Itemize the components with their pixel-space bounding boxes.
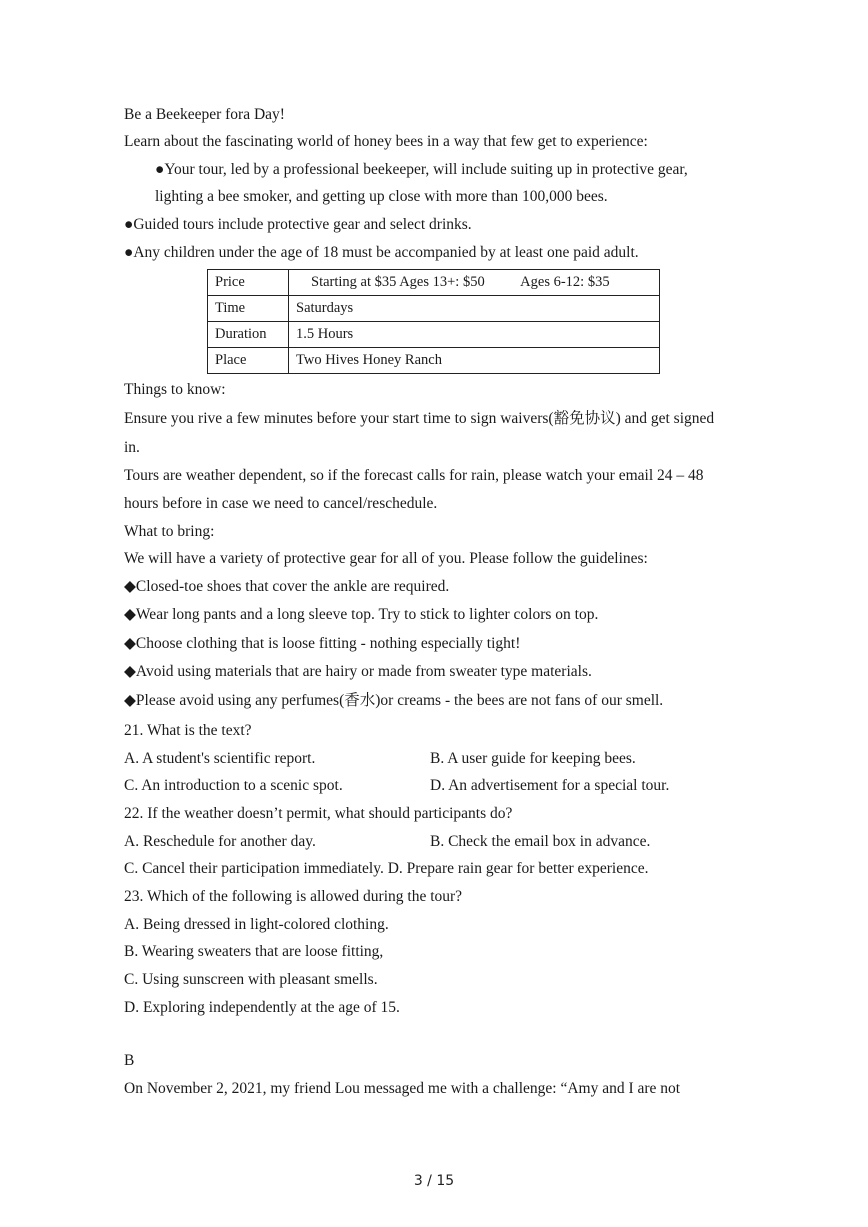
guideline-materials: ◆Avoid using materials that are hairy or made from sweater type materials. xyxy=(124,663,592,680)
bullet-gear: ●Guided tours include protective gear and select drinks. xyxy=(124,216,472,233)
q22-options-row2: C. Cancel their participation immediately. D. Prepare rain gear for better experience. xyxy=(124,860,649,877)
price-value: Starting at $35 Ages 13+: $50 Ages 6-12: $35 xyxy=(289,270,660,296)
passage-title: Be a Beekeeper fora Day! xyxy=(124,106,285,123)
intro-text: Learn about the fascinating world of honey bees in a way that few get to experience: xyxy=(124,133,648,150)
tour-info-table xyxy=(207,269,660,374)
bring-intro: We will have a variety of protective gear for all of you. Please follow the guidelines: xyxy=(124,550,648,567)
q23-question: 23. Which of the following is allowed during the tour? xyxy=(124,888,463,905)
time-value: Saturdays xyxy=(289,296,660,322)
q21-options-row1 xyxy=(124,749,636,769)
guideline-loose: ◆Choose clothing that is loose fitting - nothing especially tight! xyxy=(124,635,521,652)
passage-b-line1: On November 2, 2021, my friend Lou messaged me with a challenge: “Amy and I are not xyxy=(124,1080,681,1097)
table-row xyxy=(208,322,660,348)
bullet-tour-line1: ●Your tour, led by a professional beekeeper, will include suiting up in protective gear, xyxy=(155,161,688,178)
q21-question: 21. What is the text? xyxy=(124,722,252,739)
q22-option-b: B. Check the email box in advance. xyxy=(430,833,651,850)
q22-question: 22. If the weather doesn’t permit, what should participants do? xyxy=(124,805,513,822)
q23-option-d: D. Exploring independently at the age of 15. xyxy=(124,999,400,1016)
table-row xyxy=(208,296,660,322)
place-label: Place xyxy=(208,348,289,374)
q21-options-row2 xyxy=(124,776,670,796)
section-b-heading: B xyxy=(124,1052,135,1069)
things-heading: Things to know: xyxy=(124,381,226,398)
q23-option-c: C. Using sunscreen with pleasant smells. xyxy=(124,971,378,988)
table-row xyxy=(208,348,660,374)
guideline-shoes: ◆Closed-toe shoes that cover the ankle are required. xyxy=(124,578,450,595)
things-weather-line2: hours before in case we need to cancel/reschedule. xyxy=(124,495,438,512)
duration-value: 1.5 Hours xyxy=(289,322,660,348)
bring-heading: What to bring: xyxy=(124,523,215,540)
q22-options-row1 xyxy=(124,832,651,852)
q21-option-a: A. A student's scientific report. xyxy=(124,750,316,767)
guideline-perfumes: ◆Please avoid using any perfumes(香水)or creams - the bees are not fans of our smell. xyxy=(124,692,664,709)
q23-option-b: B. Wearing sweaters that are loose fitting, xyxy=(124,943,384,960)
q21-option-d: D. An advertisement for a special tour. xyxy=(430,777,670,794)
bullet-tour-line2: lighting a bee smoker, and getting up close with more than 100,000 bees. xyxy=(155,188,608,205)
duration-label: Duration xyxy=(208,322,289,348)
time-label: Time xyxy=(208,296,289,322)
q21-option-c: C. An introduction to a scenic spot. xyxy=(124,777,343,794)
place-value: Two Hives Honey Ranch xyxy=(289,348,660,374)
things-weather-line1: Tours are weather dependent, so if the forecast calls for rain, please watch your email 24 – 48 xyxy=(124,467,704,484)
price-label: Price xyxy=(208,270,289,296)
things-waivers-line2: in. xyxy=(124,439,140,456)
guideline-pants: ◆Wear long pants and a long sleeve top. Try to stick to lighter colors on top. xyxy=(124,606,599,623)
q23-option-a: A. Being dressed in light-colored clothing. xyxy=(124,916,389,933)
page-indicator: 3 / 15 xyxy=(413,1173,455,1189)
bullet-children: ●Any children under the age of 18 must be accompanied by at least one paid adult. xyxy=(124,244,639,261)
q22-option-a: A. Reschedule for another day. xyxy=(124,833,316,850)
table-row xyxy=(208,270,660,296)
things-waivers-line1: Ensure you rive a few minutes before your start time to sign waivers(豁免协议) and get signed xyxy=(124,410,715,427)
q21-option-b: B. A user guide for keeping bees. xyxy=(430,750,636,767)
